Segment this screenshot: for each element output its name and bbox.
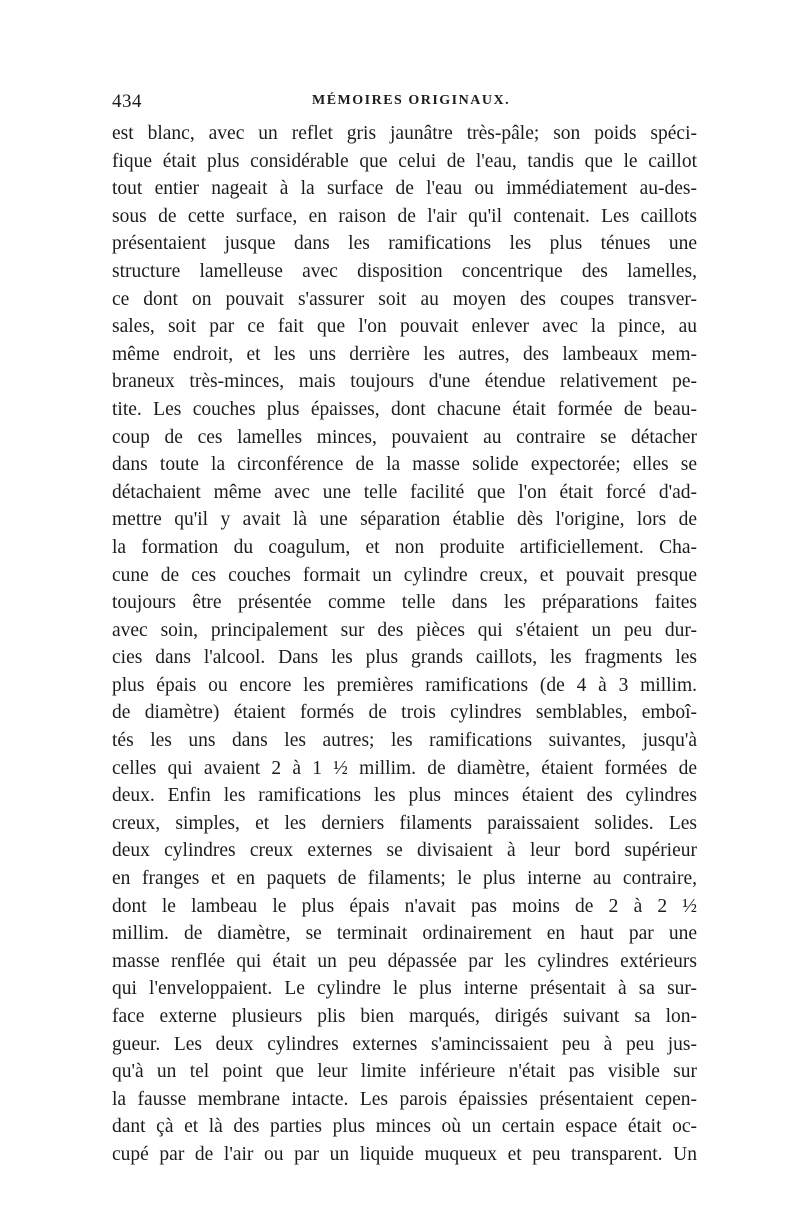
text-line: qui l'enveloppaient. Le cylindre le plus interne présentait à sa sur- xyxy=(112,978,697,1000)
text-line: la fausse membrane intacte. Les parois épaissies présentaient cepen- xyxy=(112,1088,697,1110)
text-line: avec soin, principalement sur des pièces qui s'étaient un peu dur- xyxy=(112,619,697,641)
text-line: gueur. Les deux cylindres externes s'amincissaient peu à peu jus- xyxy=(112,1033,697,1055)
text-line: qu'à un tel point que leur limite inférieure n'était pas visible sur xyxy=(112,1061,697,1083)
text-line: la formation du coagulum, et non produite artificiellement. Cha- xyxy=(112,536,697,558)
text-line: structure lamelleuse avec disposition concentrique des lamelles, xyxy=(112,260,697,282)
book-page xyxy=(112,88,697,1169)
text-line: braneux très-minces, mais toujours d'une étendue relativement pe- xyxy=(112,371,697,393)
text-line: tés les uns dans les autres; les ramifications suivantes, jusqu'à xyxy=(112,730,697,752)
text-line: cies dans l'alcool. Dans les plus grands caillots, les fragments les xyxy=(112,647,697,669)
running-head xyxy=(112,88,697,120)
text-line: cupé par de l'air ou par un liquide muqueux et peu transparent. Un xyxy=(112,1143,697,1165)
text-line: dans toute la circonférence de la masse solide expectorée; elles se xyxy=(112,454,697,476)
text-line: coup de ces lamelles minces, pouvaient au contraire se détacher xyxy=(112,426,697,448)
text-line: détachaient même avec une telle facilité que l'on était forcé d'ad- xyxy=(112,481,697,503)
text-line: présentaient jusque dans les ramifications les plus ténues une xyxy=(112,233,697,255)
text-line: cune de ces couches formait un cylindre creux, et pouvait presque xyxy=(112,564,697,586)
text-line: deux. Enfin les ramifications les plus minces étaient des cylindres xyxy=(112,785,697,807)
page-number: 434 xyxy=(112,91,142,112)
text-line: sales, soit par ce fait que l'on pouvait enlever avec la pince, au xyxy=(112,316,697,338)
text-line: tite. Les couches plus épaisses, dont chacune était formée de beau- xyxy=(112,398,697,420)
text-line: ce dont on pouvait s'assurer soit au moyen des coupes transver- xyxy=(112,288,697,310)
text-line: face externe plusieurs plis bien marqués, dirigés suivant sa lon- xyxy=(112,1006,697,1027)
text-line: tout entier nageait à la surface de l'eau ou immédiatement au-des- xyxy=(112,178,697,200)
text-line: fique était plus considérable que celui de l'eau, tandis que le caillot xyxy=(112,150,697,172)
text-line: dont le lambeau le plus épais n'avait pas moins de 2 à 2 ½ xyxy=(112,895,697,917)
text-line: masse renflée qui était un peu dépassée par les cylindres extérieurs xyxy=(112,950,697,972)
text-line: toujours être présentée comme telle dans les préparations faites xyxy=(112,592,697,614)
text-line: deux cylindres creux externes se divisaient à leur bord supérieur xyxy=(112,840,697,862)
text-line: en franges et en paquets de filaments; le plus interne au contraire, xyxy=(112,868,697,890)
text-line: creux, simples, et les derniers filaments paraissaient solides. Les xyxy=(112,812,697,834)
text-line: celles qui avaient 2 à 1 ½ millim. de diamètre, étaient formées de xyxy=(112,757,697,779)
text-line: est blanc, avec un reflet gris jaunâtre très-pâle; son poids spéci- xyxy=(112,123,697,144)
body-text xyxy=(112,120,697,1169)
text-line: de diamètre) étaient formés de trois cylindres semblables, emboî- xyxy=(112,702,697,724)
text-line: plus épais ou encore les premières ramifications (de 4 à 3 millim. xyxy=(112,674,697,696)
text-line: sous de cette surface, en raison de l'air qu'il contenait. Les caillots xyxy=(112,205,697,227)
running-title: MÉMOIRES ORIGINAUX. xyxy=(312,93,511,108)
text-line: dant çà et là des parties plus minces où un certain espace était oc- xyxy=(112,1116,697,1138)
text-line: même endroit, et les uns derrière les autres, des lambeaux mem- xyxy=(112,343,697,365)
text-line: mettre qu'il y avait là une séparation établie dès l'origine, lors de xyxy=(112,509,697,531)
text-line: millim. de diamètre, se terminait ordinairement en haut par une xyxy=(112,923,697,945)
